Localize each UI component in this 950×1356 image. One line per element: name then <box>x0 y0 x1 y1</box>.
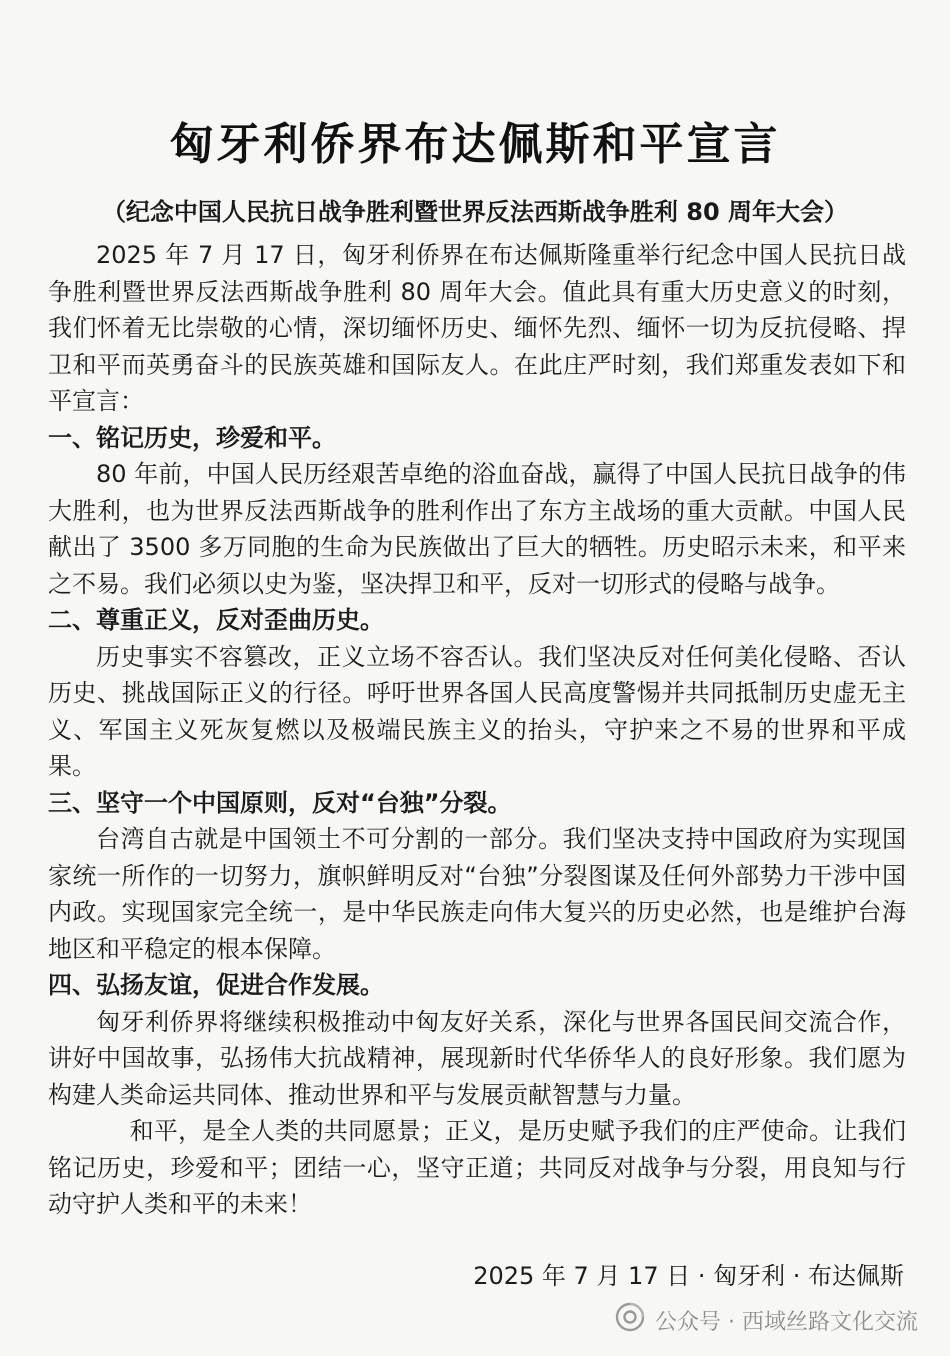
document-body <box>48 237 906 1223</box>
section-heading-3: 三、坚守一个中国原则，反对“台独”分裂。 <box>48 788 512 817</box>
document-title: 匈牙利侨界布达佩斯和平宣言 <box>169 119 781 170</box>
wechat-official-account-icon <box>615 1302 645 1338</box>
document-subtitle: （纪念中国人民抗日战争胜利暨世界反法西斯战争胜利 80 周年大会） <box>101 198 849 226</box>
section-text-2: 历史事实不容篡改，正义立场不容否认。我们坚决反对任何美化侵略、否认历史、挑战国际正义的行径。呼吁世界各国人民高度警惕并共同抵制历史虚无主义、军国主义死灰复燃以及极端民族主义的抬头，守护来之不易的世界和平成果。 <box>48 642 906 780</box>
section-text-1: 80 年前，中国人民历经艰苦卓绝的浴血奋战，赢得了中国人民抗日战争的伟大胜利，也为世界反法西斯战争的胜利作出了东方主战场的重大贡献。中国人民献出了 3500 多万同胞的生命为民族做出了巨大的牺牲。历史昭示未来，和平来之不易。我们必须以史为鉴，坚决捍卫和平，反对一切形式的侵略与战争。 <box>48 460 906 598</box>
intro-paragraph: 2025 年 7 月 17 日，匈牙利侨界在布达佩斯隆重举行纪念中国人民抗日战争胜利暨世界反法西斯战争胜利 80 周年大会。值此具有重大历史意义的时刻，我们怀着无比崇敬的心情，深切缅怀历史、缅怀先烈、缅怀一切为反抗侵略、捍卫和平而英勇奋斗的民族英雄和国际友人。在此庄严时刻，我们郑重发表如下和平宣言： <box>48 241 906 415</box>
signature-line: 2025 年 7 月 17 日 · 匈牙利 · 布达佩斯 <box>473 1262 904 1290</box>
section-text-4: 匈牙利侨界将继续积极推动中匈友好关系，深化与世界各国民间交流合作，讲好中国故事，弘扬伟大抗战精神，展现新时代华侨华人的良好形象。我们愿为构建人类命运共同体、推动世界和平与发展贡献智慧与力量。 <box>48 1007 906 1109</box>
section-text-3: 台湾自古就是中国领土不可分割的一部分。我们坚决支持中国政府为实现国家统一所作的一切努力，旗帜鲜明反对“台独”分裂图谋及任何外部势力干涉中国内政。实现国家完全统一，是中华民族走向伟大复兴的历史必然，也是维护台海地区和平稳定的根本保障。 <box>48 825 906 963</box>
section-heading-4: 四、弘扬友谊，促进合作发展。 <box>48 971 384 999</box>
watermark <box>615 1302 918 1338</box>
watermark-text: 公众号 · 西域丝路文化交流 <box>655 1309 918 1335</box>
section-heading-1: 一、铭记历史，珍爱和平。 <box>48 423 336 452</box>
section-heading-2: 二、尊重正义，反对歪曲历史。 <box>48 606 384 634</box>
closing-paragraph: 和平，是全人类的共同愿景；正义，是历史赋予我们的庄严使命。让我们铭记历史，珍爱和平；团结一心，坚守正道；共同反对战争与分裂，用良知与行动守护人类和平的未来！ <box>48 1117 906 1218</box>
